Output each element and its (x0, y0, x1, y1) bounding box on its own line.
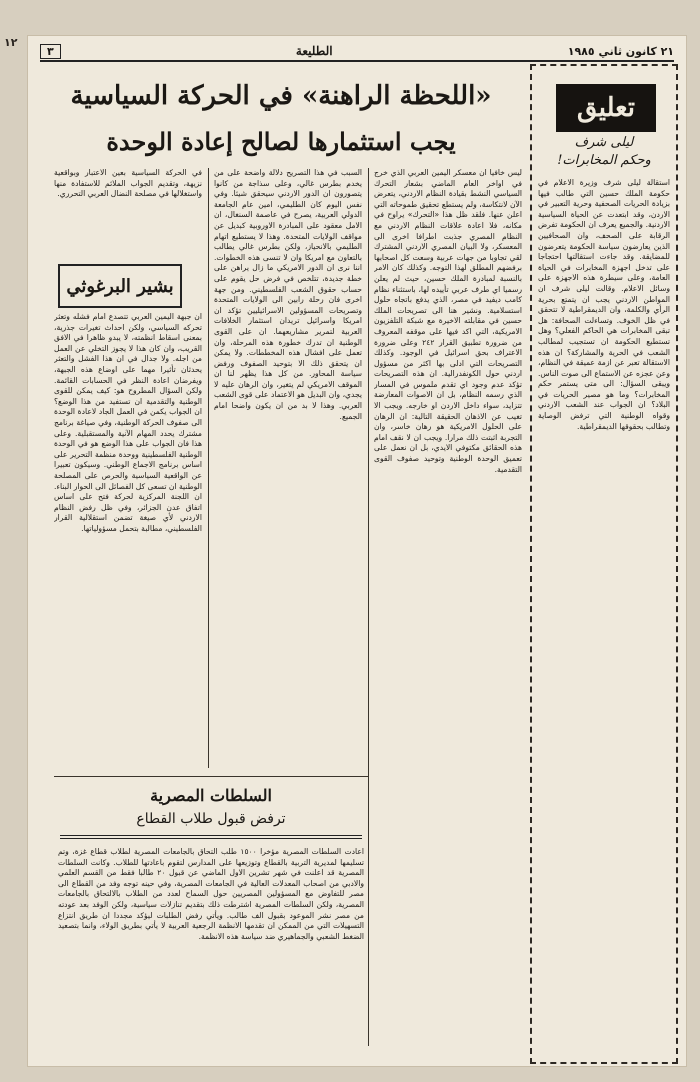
commentary-body: استقالة ليلى شرف وزيرة الاعلام في حكومة الملك حسين التي طالب فيها بزيادة الحريات الصحفية وحرية التعبير في الاردن، وقد ابتعدت عن الحياة السياسية الاردنية. والجميع يعرف ان الحكومة تفرض الرقابة على الصحف، وان الصحافيين الذين يعارضون سياسة الحكومة يتعرضون للمضايقة. وقد جاءت استقالتها احتجاجا على تدخل اجهزة المخابرات في الحياة العامة، وعلى سيطرة هذه الاجهزة على وسائل الاعلام. وقالت ليلى شرف ان المواطن الاردني يجب ان يتمتع بحرية الرأي والكلمة، وان الديمقراطية لا تتحقق في ظل الخوف. وتساءلت الصحافة: هل تبقى المخابرات هي الحاكم الفعلي؟ وهل تستطيع الحكومة ان تستجيب لمطالب الشعب في الحرية والمشاركة؟ ان هذه الاستقالة تعبر عن ازمة عميقة في النظام، وعن عجزه عن الاستماع الى صوت الناس. ويبقى السؤال: الى متى يستمر حكم المخابرات؟ وما هو مصير الحريات في البلاد؟ ان الجواب عند الشعب الاردني وقواه الوطنية التي ترفض الوصاية وتطالب بحقوقها الديمقراطية. (538, 178, 670, 431)
headline-line-1: «اللحظة الراهنة» في الحركة السياسية (70, 81, 492, 111)
page-header (40, 42, 674, 62)
headline-line-2: يجب استثمارها لصالح إعادة الوحدة (106, 127, 456, 156)
header-date: ٢١ كانون ثاني ١٩٨٥ (567, 44, 674, 58)
column-rule (208, 168, 209, 768)
article-column-left-intro: في الحركة السياسية بعين الاعتبار وبواقعية نزيهة، وتقديم الجواب الملائم للاستفادة منها واستغلالها في مصلحة النضال العربي التحرري. (54, 168, 202, 199)
article-column-middle: السبب في هذا التصريح دلالة واضحة على من يخدم بطرس غالي، وعلى سذاجة من كانوا يتصورون ان الدور الاردني سيحقق شيئا. وفي نفس اليوم كان الطليمي، امين عام الجامعة الدولي العربية، يصرح في عاصمة السنغال، ان الامل معقود على المبادرة الاوروبية كبديل عن مواقف الولايات المتحدة. وهذا لا يستطيع اتهام الطليمي بالانحياز، ولكن بطرس غالي يطالب بالتعاون مع امريكا وان لا تنسى هذه الخطوات. اننا نرى ان الدور الامريكي ما زال يراهن على خطة جديدة، تتلخص في فرض حل يقوم على حساب حقوق الشعب الفلسطيني. ومن جهة اخرى فان رحلة رابين الى الولايات المتحدة وتصريحات المسؤولين الاسرائيليين تؤكد ان امريكا واسرائيل تريدان استثمار الخلافات العربية لتمرير مشاريعهما. ان على القوى الوطنية ان تدرك خطورة هذه المرحلة، وان تعمل على افشال هذه المخططات. ولا يمكن ان يتحقق ذلك الا بتوحيد الصفوف ورفض سياسة المحاور. من كل هذا يظهر لنا ان الموقف الامريكي لم يتغير، وان الرهان عليه لا يجدي، وان البديل هو الاعتماد على قوى الشعب العربي. وهذا لا بد من ان يكون واضحا امام الجميع. (214, 168, 362, 421)
commentary-tagline: وحكم المخابرات! (557, 153, 651, 168)
commentary-title (536, 134, 672, 170)
edge-page-number: ١٢ (4, 36, 18, 49)
article-column-left: ان جبهة اليمين العربي تتصدع امام فشله وتعثر تحركه السياسي، ولكن احداث تغيرات جذرية، بمعنى اسقاط انظمته، لا يبدو ظاهرا في الافق القريب، وان كان هذا لا يجوز التخلي عن العمل من اجله. ولا جدال في ان هذا الفشل والتعثر يحدثان تأثيرا مهما على اوضاع هذه الجبهة، ويفرضان اعادة النظر في الحسابات القائمة. ولكن السؤال المطروح هو: كيف يمكن للقوى الوطنية والتقدمية ان تستفيد من هذا الوضع؟ ان الجواب يكمن في العمل الجاد لاعادة الوحدة الى صفوف الحركة الوطنية، وفي صياغة برنامج مشترك يحدد المهام الآنية والمستقبلية. وعلى هذا فان الجواب على هذا الوضع هو في الوحدة الوطنية الفلسطينية ووحدة منظمة التحرير على اساس برنامج الاجماع الوطني. وسيكون تعبيرا عن الواقعية السياسية والحرص على المصلحة الوطنية ان تسعى كل الفصائل الى الحوار البناء. ان اللجنة المركزية لحركة فتح على اساس اتفاق عدن الجزائر، وفي ظل رفض النظام الاردني لأي صيغة تضمن استقلالية القرار الفلسطيني، مطالبة بتحمل مسؤولياتها. (54, 312, 202, 533)
author-byline: بشير البرغوثي (66, 275, 174, 297)
header-magazine-name: الطليعة (295, 44, 333, 58)
author-byline-box (58, 264, 182, 308)
subarticle-heading: السلطات المصرية (150, 786, 272, 805)
sidebar-commentary (530, 64, 678, 1064)
commentary-banner: تعليق (556, 84, 656, 132)
commentary-author: ليلى شرف (574, 135, 634, 150)
subarticle-body: اعادت السلطات المصرية مؤخرا ١٥٠٠ طلب التحاق بالجامعات المصرية لطلاب قطاع غزة، وتم تسليمها لمديرية التربية بالقطاع وتوزيعها على المدارس لتقوم باعادتها للطلاب. وكانت السلطات المصرية قد اعلنت في شهر تشرين الاول الماضي عن قبول ٢٠ طالبا فقط من القسم العلمي والادبي من اصحاب المعدلات العالية في الجامعات المصرية، وفي حينه توجه وفد من القطاع الى مصر للتفاوض مع المسؤولين المصريين حول السماح لعدد من الطلاب بالالتحاق بالجامعات المصرية، ولكن السلطات المصرية اشترطت ذلك بتقديم تنازلات سياسية، ولكن الوفد بعد عودته من مصر نشر الموعود بقبول الف طالب. ويأتي رفض الطلبات ليؤكد مجددا ان طريق انتزاع التسهيلات التي من الممكن ان تقدمها الانظمة الرجعية العربية لا يأتي بطريق الولاء، وانما بتصعيد الضغط الشعبي والجماهيري ضد سياسة هذه الانظمة. (58, 847, 364, 941)
section-divider (54, 776, 368, 777)
subarticle-subtitle: ترفض قبول طلاب القطاع (136, 811, 286, 827)
newspaper-page (28, 36, 686, 1066)
article-column-right: ليس خافيا ان معسكر اليمين العربي الذي خرج في اواخر العام الماضي بشعار التحرك السياسي النشط بقيادة النظام الاردني، يتعرض الآن لانتكاسة، ولم يستطع تحقيق طموحاته التي اعلن عنها. فلقد ظل هذا «التحرك» يراوح في مكانه، فلا اعادة علاقات النظام الاردني مع النظام المصري جذبت اطرافا اخرى الى المعسكر، ولا البيان المصري الاردني المشترك لقي تجاوبا من جهات عربية وسعت كل اصحابها برفضهم المطلق لهذا التوجه. وكذلك كان الامر بالنسبة لمبادرة الملك حسين، حيث لم يعلن رسميا اي طرف عربي تأييده لها، باستثناء نظام كامب ديفيد في مصر، الذي يدفع باتجاه حلول استسلامية. ونشير هنا الى تصريحات الملك حسين في مقابلته الاخيرة مع شبكة التلفزيون الامريكية، التي اكد فيها على موقفه المعروف من ضرورة تطبيق القرار ٢٤٢ وعلى ضرورة الاعتراف بحق اسرائيل في الوجود. وكذلك التصريحات التي ادلى بها اكثر من مسؤول اردني حول الكونفدرالية. ان هذه التصريحات تؤكد عدم وجود اي تقدم ملموس في المسار الذي رسمه النظام، بل ان الاصوات المعارضة تتزايد، سواء داخل الاردن او خارجه. ويجب الا تغيب عن الاذهان الحقيقة التالية: ان الرهان على الحلول الامريكية هو رهان خاسر، وان التجربة اثبتت ذلك مرارا. ويجب ان لا نقف امام هذه الحقائق مكتوفي الايدي، بل ان نعمل على تعميق الوحدة الوطنية وتوحيد صفوف القوى التقدمية. (374, 168, 522, 474)
egypt-subarticle (54, 778, 368, 1048)
header-page-number: ٣ (40, 44, 61, 59)
subarticle-rule (60, 835, 362, 839)
column-rule (368, 168, 369, 1046)
